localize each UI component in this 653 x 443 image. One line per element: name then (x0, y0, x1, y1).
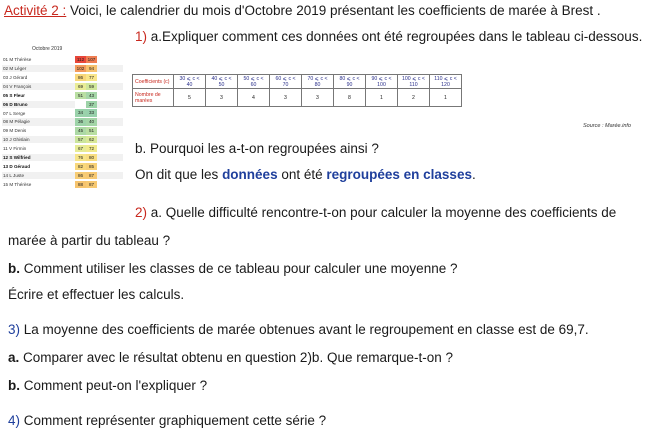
row-head-count: Nombre de marées (133, 89, 174, 107)
question-3-number: 3) (8, 322, 21, 337)
calendar-day: 01 M Thérèse (3, 57, 32, 63)
tide-coefficient-morning: 86 (75, 172, 86, 179)
tide-coefficient-evening: 43 (86, 92, 97, 99)
question-3b-label: b. (8, 378, 20, 393)
activity-label: Activité 2 : (4, 3, 67, 18)
calendar-row (2, 101, 123, 108)
calendar-row (2, 74, 123, 81)
class-cell: 80 ⩽ c < 90 (334, 75, 366, 89)
count-cell: 5 (174, 89, 206, 107)
question-3-text: La moyenne des coefficients de marée obtenues avant le regroupement en classe est de 69,7. (20, 322, 589, 337)
count-cell: 1 (366, 89, 398, 107)
class-cell: 110 ⩽ c < 120 (430, 75, 462, 89)
activity-heading (4, 3, 601, 18)
tide-coefficient-evening: 107 (87, 57, 96, 62)
question-4-number: 4) (8, 413, 21, 428)
tide-coefficient-morning: 86 (75, 74, 86, 81)
class-cell: 70 ⩽ c < 80 (302, 75, 334, 89)
question-1a-text: a.Expliquer comment ces données ont été regroupées dans le tableau ci-dessous. (147, 29, 643, 44)
tide-coefficient-evening: 51 (86, 127, 97, 134)
calendar-row (2, 145, 123, 152)
tide-coefficient-evening: 87 (86, 172, 97, 179)
tide-coefficient-morning: 51 (75, 92, 86, 99)
calendar-day: 04 V François (3, 83, 32, 89)
tide-coefficient-evening: 72 (86, 145, 97, 152)
calendar-day: 15 M Thérèse (3, 181, 32, 187)
tide-coefficient-evening: 80 (86, 154, 97, 161)
calendar-row (2, 172, 123, 179)
class-cell: 40 ⩽ c < 50 (206, 75, 238, 89)
calendar-row (2, 109, 123, 116)
question-3 (8, 322, 589, 337)
tide-coefficient-morning (75, 101, 86, 108)
calendar-row (2, 127, 123, 134)
conclusion-part: On dit que les (135, 167, 223, 182)
calendar-title: Octobre 2019 (32, 46, 63, 52)
conclusion-bold: données (222, 167, 278, 182)
count-cell: 4 (238, 89, 270, 107)
tide-coefficient-morning: 112 (76, 57, 85, 62)
calendar-day: 13 D Géraud (3, 163, 31, 169)
question-3b-text: Comment peut-on l'expliquer ? (20, 378, 208, 393)
question-2b (8, 261, 457, 276)
row-head-coefficients: Coefficients (c) (133, 75, 174, 89)
class-cell: 100 ⩽ c < 110 (398, 75, 430, 89)
question-3a-text: Comparer avec le résultat obtenu en question 2)b. Que remarque-t-on ? (19, 350, 454, 365)
conclusion-bold: regroupées en classes (326, 167, 472, 182)
calendar-row (2, 65, 123, 72)
question-2-number: 2) (135, 205, 148, 220)
question-1b: b. Pourquoi les a-t-on regroupées ainsi ? (135, 141, 379, 156)
calendar-row (2, 136, 123, 143)
question-4 (8, 413, 326, 428)
calendar-day: 08 M Pélagie (3, 119, 30, 125)
tide-coefficient-morning: 69 (75, 83, 86, 90)
conclusion-part: . (471, 167, 476, 182)
activity-intro: Voici, le calendrier du mois d'Octobre 2019 présentant les coefficients de marée à Brest . (66, 3, 601, 18)
tide-coefficient-morning: 67 (75, 145, 86, 152)
count-cell: 3 (302, 89, 334, 107)
table-source: Source : Marée.info (583, 123, 631, 129)
classes-table (132, 74, 462, 107)
question-1-number: 1) (135, 29, 148, 44)
tide-coefficient-evening: 62 (86, 136, 97, 143)
tide-coefficient-morning: 102 (76, 65, 85, 71)
tide-coefficient-evening: 85 (86, 163, 97, 170)
count-cell: 3 (206, 89, 238, 107)
calendar-row (2, 181, 123, 188)
question-2a-text: a. Quelle difficulté rencontre-t-on pour calculer la moyenne des coefficients de (147, 205, 617, 220)
count-cell: 3 (270, 89, 302, 107)
tide-calendar (2, 48, 123, 191)
tide-coefficient-morning: 57 (75, 136, 86, 143)
calendar-row (2, 154, 123, 161)
calendar-day: 10 J Ghislain (3, 137, 30, 143)
question-2c: Écrire et effectuer les calculs. (8, 287, 185, 302)
calendar-day: 12 S Wilfried (3, 155, 31, 161)
calendar-day: 02 M Léger (3, 66, 27, 72)
class-cell: 30 ⩽ c < 40 (174, 75, 206, 89)
tide-coefficient-morning: 36 (75, 118, 86, 125)
class-cell: 60 ⩽ c < 70 (270, 75, 302, 89)
tide-coefficient-morning: 82 (75, 163, 86, 170)
question-2b-label: b. (8, 261, 20, 276)
question-3a-label: a. (8, 350, 20, 365)
question-4-text: Comment représenter graphiquement cette série ? (20, 413, 327, 428)
question-1a (135, 29, 642, 44)
question-2a (135, 205, 616, 220)
tide-coefficient-evening: 87 (86, 181, 97, 188)
question-2a-continued: marée à partir du tableau ? (8, 233, 171, 248)
tide-coefficient-evening: 40 (86, 118, 97, 125)
class-cell: 50 ⩽ c < 60 (238, 75, 270, 89)
tide-coefficient-evening: 59 (86, 83, 97, 90)
count-cell: 2 (398, 89, 430, 107)
question-2b-text: Comment utiliser les classes de ce tableau pour calculer une moyenne ? (20, 261, 458, 276)
calendar-day: 03 J Gérard (3, 74, 28, 80)
calendar-row (2, 118, 123, 125)
tide-coefficient-morning: 76 (75, 154, 86, 161)
tide-coefficient-evening: 77 (86, 74, 97, 81)
calendar-row (2, 163, 123, 170)
calendar-day: 11 V Firmin (3, 146, 27, 152)
table-row-counts (133, 89, 462, 107)
count-cell: 1 (430, 89, 462, 107)
question-3a (8, 350, 453, 365)
calendar-day: 07 L Serge (3, 110, 26, 116)
conclusion-text (135, 167, 476, 182)
tide-coefficient-evening: 33 (86, 109, 97, 116)
tide-coefficient-evening: 37 (86, 101, 97, 108)
tide-coefficient-evening: 94 (86, 65, 97, 72)
conclusion-part: ont été (277, 167, 327, 182)
calendar-row (2, 92, 123, 99)
question-3b (8, 378, 207, 393)
class-cell: 90 ⩽ c < 100 (366, 75, 398, 89)
calendar-day: 05 S Fleur (3, 92, 25, 98)
table-row-classes (133, 75, 462, 89)
calendar-row (2, 83, 123, 90)
calendar-day: 06 D Bruno (3, 101, 28, 107)
tide-coefficient-morning: 45 (75, 127, 86, 134)
tide-coefficient-morning: 88 (75, 181, 86, 188)
count-cell: 8 (334, 89, 366, 107)
tide-coefficient-morning: 34 (75, 109, 86, 116)
calendar-day: 09 M Denis (3, 128, 27, 134)
calendar-row (2, 56, 123, 63)
calendar-day: 14 L Juste (3, 172, 25, 178)
